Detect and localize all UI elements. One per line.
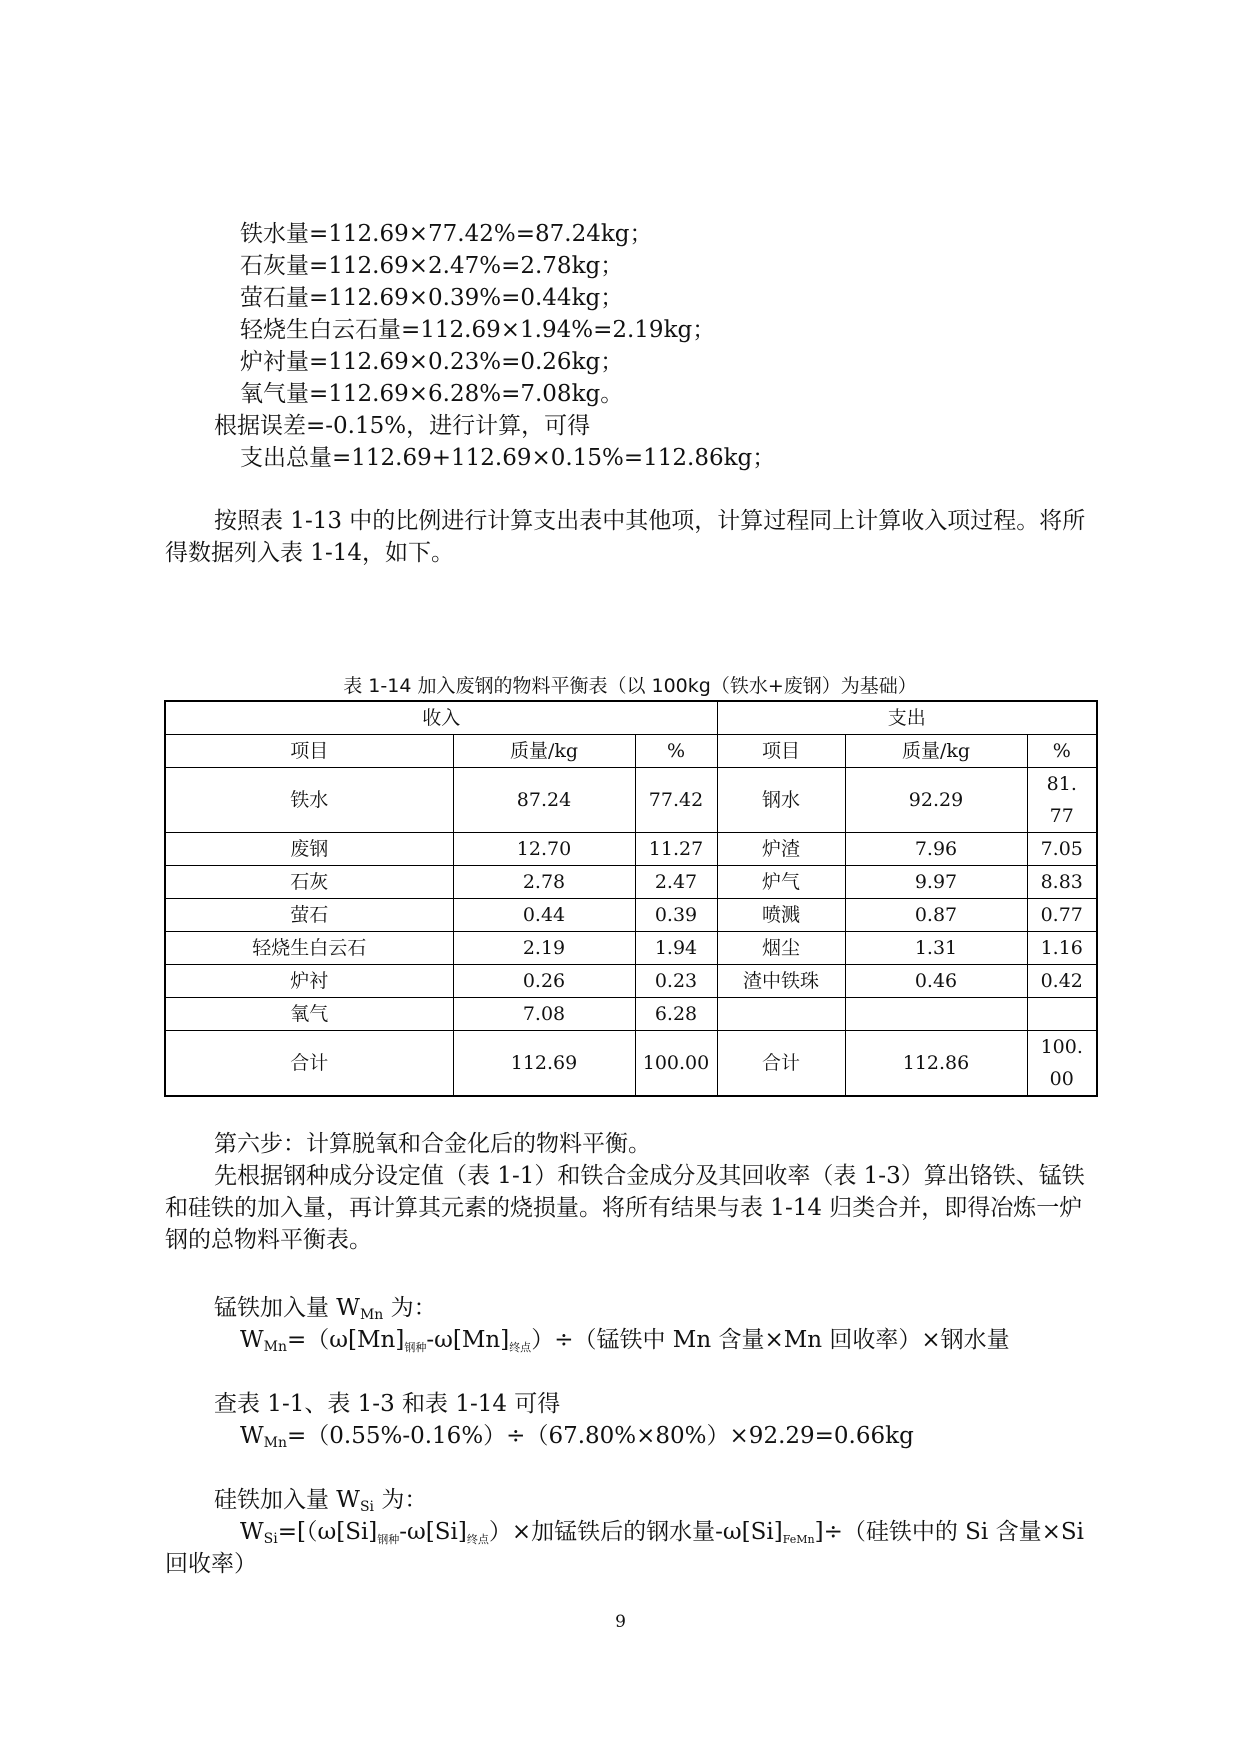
page-number: 9: [615, 1612, 626, 1632]
cell-out-pct: 0.77: [1027, 899, 1097, 932]
col-item: 项目: [165, 735, 453, 768]
col-pct: %: [635, 735, 717, 768]
cell-out-item: 炉气: [717, 866, 845, 899]
si-formula-wrap: 回收率）: [165, 1551, 257, 1577]
cell-total-in-pct: 100.00: [635, 1031, 717, 1097]
cell-in-mass: 0.44: [453, 899, 635, 932]
error-line: 根据误差=-0.15%，进行计算，可得: [214, 413, 591, 439]
cell-total-out-pct: 100.00: [1027, 1031, 1097, 1097]
cell-in-item: 氧气: [165, 998, 453, 1031]
cell-total-label: 合计: [717, 1031, 845, 1097]
calc-line-dolomite: 轻烧生白云石量=112.69×1.94%=2.19kg；: [240, 317, 716, 343]
cell-in-mass: 7.08: [453, 998, 635, 1031]
cell-in-pct: 0.23: [635, 965, 717, 998]
cell-out-mass: 7.96: [845, 833, 1027, 866]
income-header: 收入: [165, 701, 717, 735]
cell-out-mass: 1.31: [845, 932, 1027, 965]
cell-in-pct: 6.28: [635, 998, 717, 1031]
cell-out-item: 炉渣: [717, 833, 845, 866]
cell-in-item: 炉衬: [165, 965, 453, 998]
mn-intro: 锰铁加入量 $W_{Mn}$ 为：: [214, 1295, 437, 1323]
table-row: [165, 866, 1097, 899]
cell-in-item: 萤石: [165, 899, 453, 932]
mn-calc: $W_{Mn}=(0.55\%-0.16\%)\div(67.80\%\times 80\%)\times 92.29=0.66kg$: [240, 1423, 914, 1451]
cell-out-mass: [845, 998, 1027, 1031]
cell-in-item: 石灰: [165, 866, 453, 899]
col-item: 项目: [717, 735, 845, 768]
cell-total-in-mass: 112.69: [453, 1031, 635, 1097]
table-total-row: [165, 1031, 1097, 1097]
cell-out-item: 烟尘: [717, 932, 845, 965]
table-row: [165, 899, 1097, 932]
cell-total-out-mass: 112.86: [845, 1031, 1027, 1097]
cell-out-pct: 1.16: [1027, 932, 1097, 965]
total-out-line: 支出总量=112.69+112.69×0.15%=112.86kg；: [240, 445, 776, 471]
cell-in-mass: 2.19: [453, 932, 635, 965]
cell-in-mass: 87.24: [453, 768, 635, 833]
cell-out-mass: 0.46: [845, 965, 1027, 998]
cell-in-pct: 0.39: [635, 899, 717, 932]
calc-line-lining: 炉衬量=112.69×0.23%=0.26kg；: [240, 349, 624, 375]
step6-heading: 第六步：计算脱氧和合金化后的物料平衡。: [214, 1131, 651, 1157]
lookup-line: 查表 1-1、表 1-3 和表 1-14 可得: [214, 1391, 561, 1417]
cell-out-pct: 0.42: [1027, 965, 1097, 998]
calc-line-lime: 石灰量=112.69×2.47%=2.78kg；: [240, 253, 624, 279]
col-mass: 质量/kg: [453, 735, 635, 768]
cell-out-item: 钢水: [717, 768, 845, 833]
cell-in-pct: 11.27: [635, 833, 717, 866]
cell-in-mass: 12.70: [453, 833, 635, 866]
expense-header: 支出: [717, 701, 1097, 735]
calc-line-oxygen: 氧气量=112.69×6.28%=7.08kg。: [240, 381, 624, 407]
cell-out-pct: 7.05: [1027, 833, 1097, 866]
cell-in-pct: 77.42: [635, 768, 717, 833]
table-row: [165, 833, 1097, 866]
cell-in-item: 铁水: [165, 768, 453, 833]
si-intro: 硅铁加入量 $W_{Si}$ 为：: [214, 1487, 428, 1515]
material-balance-table: [164, 700, 1098, 1097]
cell-out-mass: 92.29: [845, 768, 1027, 833]
intro-paragraph: 按照表 1-13 中的比例进行计算支出表中其他项，计算过程同上计算收入项过程。将所得数据列入表 1-14，如下。: [165, 508, 1086, 566]
table-row: [165, 965, 1097, 998]
table-row: [165, 768, 1097, 833]
cell-out-item: 渣中铁珠: [717, 965, 845, 998]
cell-in-pct: 1.94: [635, 932, 717, 965]
cell-out-pct: 8.83: [1027, 866, 1097, 899]
step6-paragraph: 先根据钢种成分设定值（表 1-1）和铁合金成分及其回收率（表 1-3）算出铬铁、锰铁和硅铁的加入量，再计算其元素的烧损量。将所有结果与表 1-14 归类合并，即得冶炼一炉钢的总物料平衡表。: [165, 1163, 1085, 1253]
cell-out-item: 喷溅: [717, 899, 845, 932]
cell-in-mass: 0.26: [453, 965, 635, 998]
cell-in-item: 轻烧生白云石: [165, 932, 453, 965]
cell-in-mass: 2.78: [453, 866, 635, 899]
table-row: [165, 998, 1097, 1031]
cell-out-mass: 9.97: [845, 866, 1027, 899]
calc-line-iron: 铁水量=112.69×77.42%=87.24kg；: [240, 221, 653, 247]
calc-line-fluorite: 萤石量=112.69×0.39%=0.44kg；: [240, 285, 624, 311]
table-row: [165, 932, 1097, 965]
col-mass: 质量/kg: [845, 735, 1027, 768]
si-formula: $W_{Si}=[(\omega[Si]_{钢种}-\omega[Si]_{终点})\times$加锰铁后的钢水量$-\omega[Si]_{FeMn}]\div$（硅铁中的 Si 含量×Si: [240, 1519, 1084, 1547]
col-pct: %: [1027, 735, 1097, 768]
cell-in-item: 废钢: [165, 833, 453, 866]
table-caption: 表 1-14 加入废钢的物料平衡表（以 100kg（铁水+废钢）为基础）: [343, 675, 917, 697]
mn-formula: $W_{Mn}=(\omega[Mn]_{钢种}-\omega[Mn]_{终点})\div$（锰铁中 Mn 含量×Mn 回收率）×钢水量: [240, 1327, 1010, 1355]
cell-out-item: [717, 998, 845, 1031]
cell-in-pct: 2.47: [635, 866, 717, 899]
cell-out-mass: 0.87: [845, 899, 1027, 932]
cell-out-pct: [1027, 998, 1097, 1031]
cell-total-label: 合计: [165, 1031, 453, 1097]
cell-out-pct: 81.77: [1027, 768, 1097, 833]
